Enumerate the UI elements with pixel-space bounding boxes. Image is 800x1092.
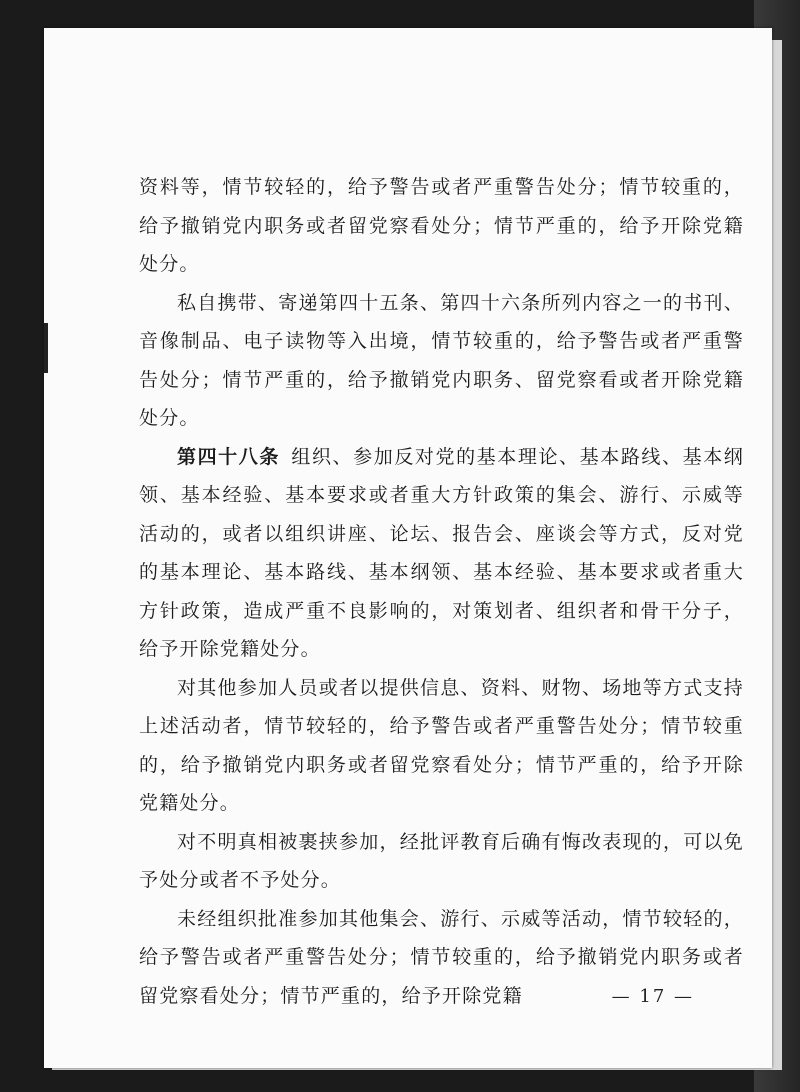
article-number: 第四十八条 <box>177 445 280 468</box>
document-body <box>139 168 744 1015</box>
paragraph-4: 对其他参加人员或者以提供信息、资料、财物、场地等方式支持上述活动者，情节较轻的，给予警告或者严重警告处分；情节较重的，给予撤销党内职务或者留党察看处分；情节严重的，给予开除党籍处分。 <box>139 676 744 814</box>
paragraph-6: 未经组织批准参加其他集会、游行、示威等活动，情节较轻的，给予警告或者严重警告处分；情节较重的，给予撤销党内职务或者留党察看处分；情节严重的，给予开除党籍 <box>139 907 744 1007</box>
page-edge-mark <box>44 323 48 373</box>
page-number: — 17 — <box>611 986 694 1007</box>
paragraph-3 <box>139 438 744 669</box>
paragraph-5: 对不明真相被裹挟参加，经批评教育后确有悔改表现的，可以免予处分或者不予处分。 <box>139 830 744 891</box>
paragraph-1: 资料等，情节较轻的，给予警告或者严重警告处分；情节较重的，给予撤销党内职务或者留党察看处分；情节严重的，给予开除党籍处分。 <box>139 176 744 275</box>
document-page <box>44 28 772 1068</box>
paragraph-2: 私自携带、寄递第四十五条、第四十六条所列内容之一的书刊、音像制品、电子读物等入出境，情节较重的，给予警告或者严重警告处分；情节严重的，给予撤销党内职务、留党察看或者开除党籍处分。 <box>139 291 744 429</box>
article-text: 组织、参加反对党的基本理论、基本路线、基本纲领、基本经验、基本要求或者重大方针政策的集会、游行、示威等活动的，或者以组织讲座、论坛、报告会、座谈会等方式，反对党的基本理论、基本路线、基本纲领、基本经验、基本要求或者重大方针政策，造成严重不良影响的，对策划者、组织者和骨干分子，给予开除党籍处分。 <box>139 445 744 660</box>
